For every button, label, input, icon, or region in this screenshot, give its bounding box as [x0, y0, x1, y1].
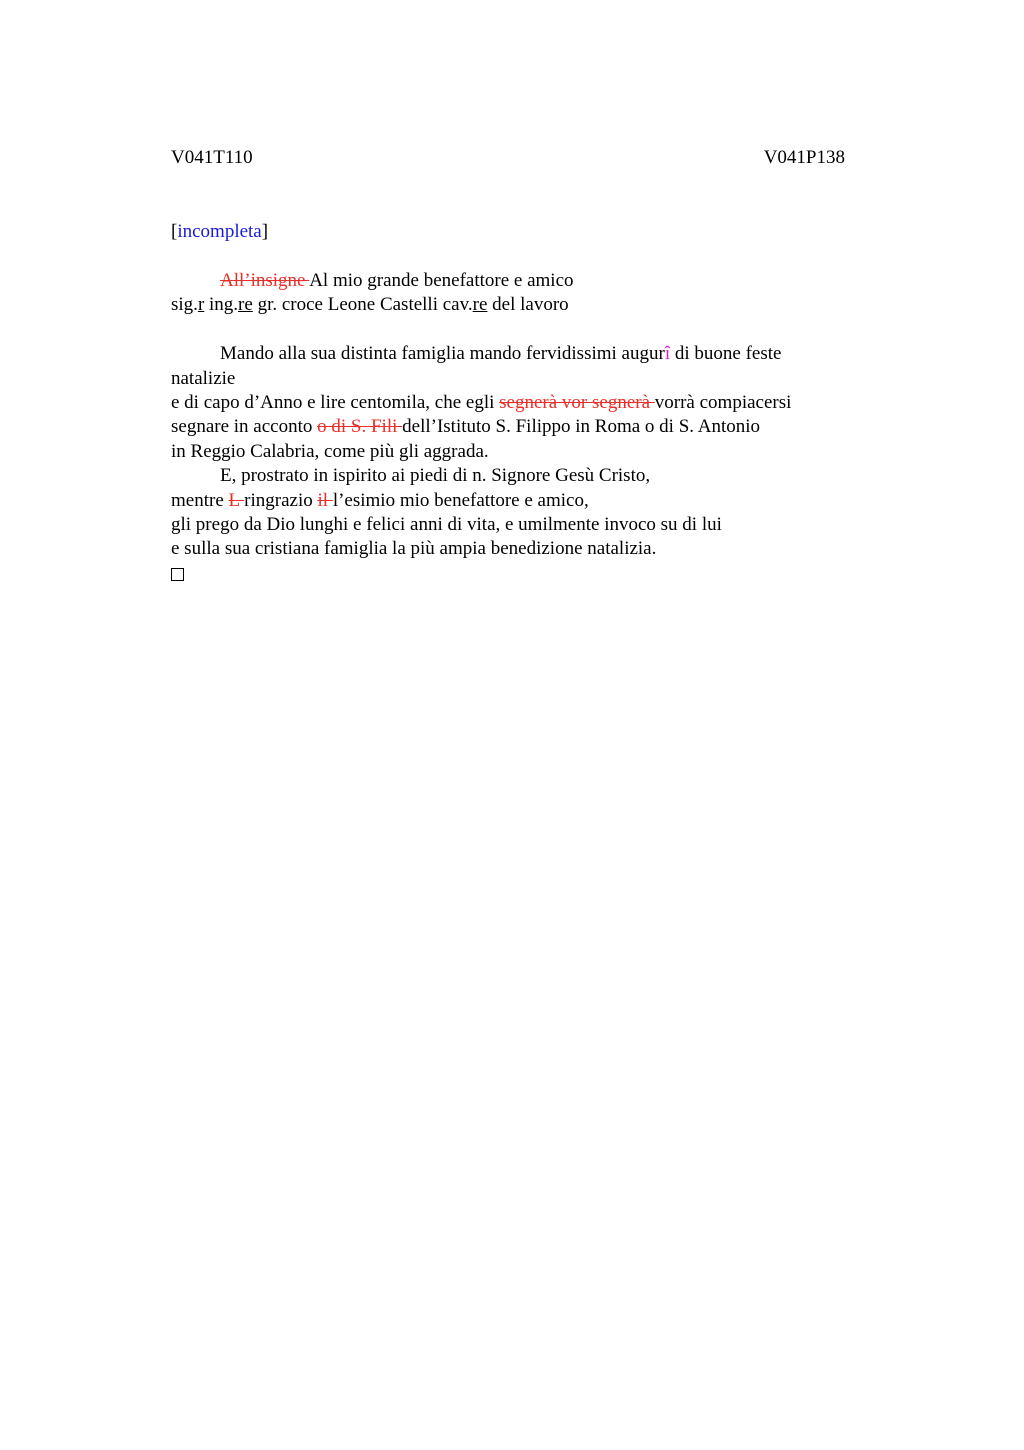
deleted-text: o di S. Fili — [317, 416, 403, 438]
letter-text: natalizie — [171, 367, 236, 389]
letter-text: di buone feste — [670, 343, 782, 365]
letter-line-3 — [171, 391, 871, 415]
abbreviation-superscript: re — [238, 294, 253, 316]
address-line-1 — [171, 269, 871, 293]
letter-line-8 — [171, 513, 871, 537]
letter-text: E, prostrato in ispirito ai piedi di n. Signore Gesù Cristo, — [220, 465, 651, 487]
address-text: Al mio grande benefattore e amico — [309, 270, 574, 291]
letter-text: l’esimio mio benefattore e amico, — [332, 489, 589, 511]
letter-text: mentre — [171, 489, 229, 511]
letter-text: segnare in acconto — [171, 416, 318, 438]
status-bracket-close: ] — [261, 221, 269, 242]
address-fragment: gr. croce Leone Castelli cav. — [252, 294, 473, 316]
deleted-text: L — [228, 489, 245, 511]
letter-text: Mando alla sua distinta famiglia mando fervidissimi augur — [220, 343, 665, 365]
abbreviation-superscript: re — [472, 294, 488, 316]
address-fragment: del lavoro — [487, 294, 569, 316]
letter-line-4 — [171, 415, 871, 439]
status-bracket-open: [ — [171, 221, 178, 242]
deleted-text: il — [317, 489, 333, 511]
letter-text: e sulla sua cristiana famiglia la più ampia benedizione natalizia. — [171, 538, 657, 560]
address-line-2 — [171, 293, 871, 317]
deleted-text: segnerà vor segnerà — [499, 391, 655, 413]
document-code-right: V041P138 — [763, 147, 845, 168]
paragraph-gap — [171, 318, 871, 342]
letter-line-6 — [171, 464, 871, 488]
letter-line-5 — [171, 440, 871, 464]
letter-text: e di capo d’Anno e lire centomila, che egli — [171, 391, 500, 413]
letter-text: ringrazio — [244, 489, 318, 511]
abbreviation-superscript: r — [197, 294, 205, 316]
letter-line-7 — [171, 489, 871, 513]
letter-text: dell’Istituto S. Filippo in Roma o di S. Antonio — [402, 416, 761, 438]
status-label: incompleta — [177, 221, 262, 242]
letter-body — [171, 269, 871, 586]
letter-line-2 — [171, 367, 871, 391]
address-fragment: sig. — [171, 294, 198, 316]
letter-text: in Reggio Calabria, come più gli aggrada. — [171, 440, 489, 462]
empty-square-icon — [171, 568, 184, 581]
highlighted-character: î — [664, 343, 671, 365]
deleted-text: All’insigne — [220, 270, 310, 291]
letter-line-9 — [171, 537, 871, 561]
end-mark-line — [171, 562, 871, 586]
status-note — [171, 220, 268, 244]
document-header — [171, 146, 845, 170]
document-page — [171, 0, 845, 1450]
address-fragment: ing. — [204, 294, 239, 316]
letter-text: vorrà compiacersi — [654, 391, 792, 413]
document-code-left: V041T110 — [171, 147, 253, 168]
letter-line-1 — [171, 342, 871, 366]
letter-text: gli prego da Dio lunghi e felici anni di vita, e umilmente invoco su di lui — [171, 513, 722, 535]
